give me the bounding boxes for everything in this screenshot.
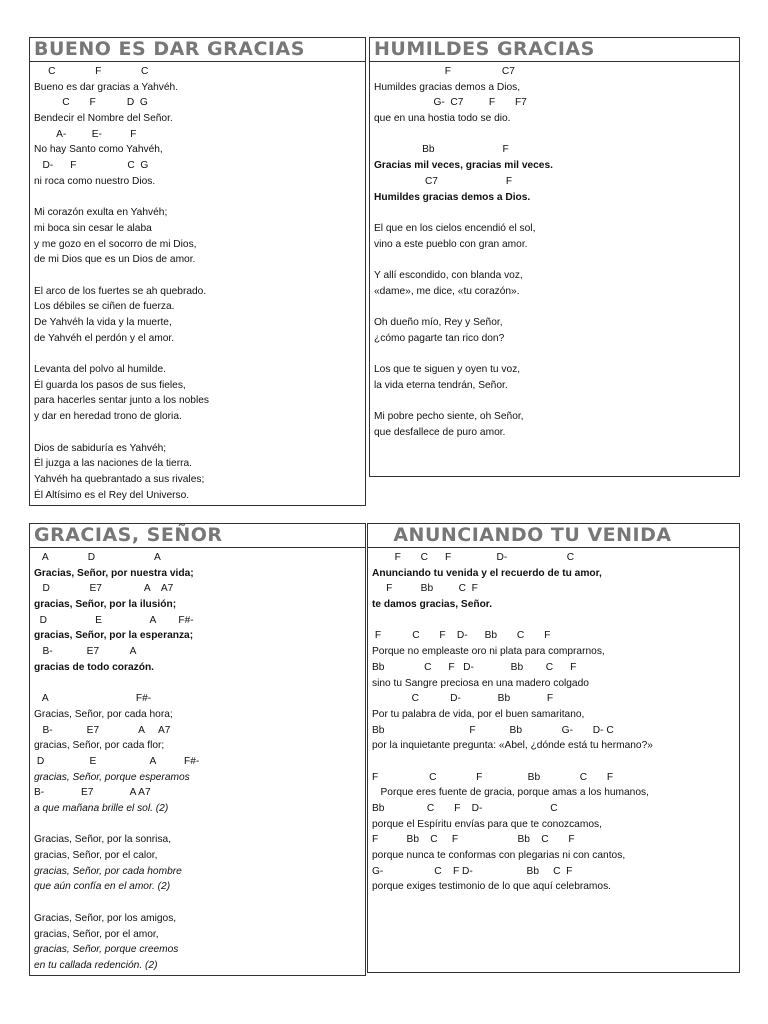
lyric-line: para hacerles sentar junto a los nobles	[34, 395, 209, 407]
lyric-line: Oh dueño mío, Rey y Señor,	[374, 317, 503, 328]
lyric-line: D E A F#-	[34, 614, 194, 626]
lyric-line: B- E7 A	[34, 646, 137, 658]
lyric-line: porque nunca te conformas con plegarias ni con cantos,	[372, 850, 626, 862]
lyric-line: gracias, Señor, por la esperanza;	[34, 630, 194, 642]
lyric-line: Humildes gracias demos a Dios.	[374, 191, 531, 203]
lyric-line: C7 F	[374, 175, 513, 187]
lyric-line: gracias de todo corazón.	[34, 661, 155, 673]
song-box-anunciando-tu-venida	[367, 523, 740, 973]
lyric-line: que en una hostia todo se dio.	[374, 113, 511, 125]
lyric-line: Bb F	[374, 144, 509, 156]
lyric-line: sino tu Sangre preciosa en una madero colgado	[372, 677, 589, 689]
lyric-line: Gracias, Señor, por cada hora;	[34, 708, 173, 720]
lyric-line: D E A F#-	[34, 755, 200, 767]
blank-line	[374, 252, 739, 268]
lyric-line: mi boca sin cesar le alaba	[34, 222, 152, 234]
lyric-line: ni roca como nuestro Dios.	[34, 175, 156, 187]
lyric-line: Gracias, Señor, por la sonrisa,	[34, 834, 172, 846]
lyric-line: gracias, Señor, por el calor,	[34, 850, 158, 862]
lyric-line: C F C	[34, 66, 149, 77]
lyric-line: a que mañana brille el sol. (2)	[34, 803, 169, 814]
lyric-line: Levanta del polvo al humilde.	[34, 364, 166, 376]
lyric-line: A D A	[34, 552, 161, 563]
lyric-line: y dar en heredad trono de gloria.	[34, 411, 182, 423]
lyric-line: D E7 A A7	[34, 583, 174, 595]
lyric-line: B- E7 A A7	[34, 787, 151, 799]
blank-line	[374, 393, 739, 409]
song-box-bueno-es-dar-gracias	[29, 37, 366, 506]
lyric-line: F C F D- C	[372, 552, 575, 563]
lyric-line: Porque no empleaste oro ni plata para comprarnos,	[372, 646, 605, 658]
lyric-line: gracias, Señor, por cada flor;	[34, 740, 165, 752]
lyric-line: de Yahvéh el perdón y el amor.	[34, 332, 175, 344]
lyric-line: porque el Espíritu envías para que te conozcamos,	[372, 818, 602, 830]
song-title: ANUNCIANDO TU VENIDA	[368, 524, 739, 548]
blank-line	[34, 190, 365, 206]
lyric-line: gracias, Señor, por el amor,	[34, 928, 159, 940]
song-lyrics	[30, 62, 365, 503]
lyric-line: y me gozo en el socorro de mi Dios,	[34, 238, 197, 250]
song-lyrics	[370, 62, 739, 441]
lyric-line: vino a este pueblo con gran amor.	[374, 238, 528, 250]
blank-line	[374, 127, 739, 143]
lyric-line: Anunciando tu venida y el recuerdo de tu amor,	[372, 567, 602, 579]
blank-line	[374, 299, 739, 315]
lyric-line: que aún confía en el amor. (2)	[34, 881, 171, 893]
blank-line	[374, 205, 739, 221]
blank-line	[372, 754, 739, 770]
lyric-line: Mi corazón exulta en Yahvéh;	[34, 207, 168, 219]
lyric-line: El que en los cielos encendió el sol,	[374, 222, 536, 234]
blank-line	[34, 895, 365, 911]
lyric-line: «dame», me dice, «tu corazón».	[374, 285, 520, 297]
lyric-line: B- E7 A A7	[34, 724, 171, 736]
lyric-line: No hay Santo como Yahvéh,	[34, 144, 163, 156]
lyric-line: C D- Bb F	[372, 693, 554, 705]
lyric-line: D- F C G	[34, 160, 149, 172]
lyric-line: ¿cómo pagarte tan rico don?	[374, 332, 505, 344]
song-title: GRACIAS, SEÑOR	[30, 524, 365, 548]
lyric-line: gracias, Señor, por la ilusión;	[34, 599, 177, 611]
lyric-line: Él guarda los pasos de sus fieles,	[34, 379, 186, 391]
lyric-line: Dios de sabiduría es Yahvéh;	[34, 442, 167, 454]
lyric-line: te damos gracias, Señor.	[372, 599, 493, 611]
lyric-line: gracias, Señor, porque esperamos	[34, 771, 190, 783]
lyric-line: Mi pobre pecho siente, oh Señor,	[374, 411, 524, 423]
lyric-line: Gracias, Señor, por nuestra vida;	[34, 567, 194, 579]
blank-line	[372, 613, 739, 629]
lyric-line: De Yahvéh la vida y la muerte,	[34, 317, 172, 328]
lyric-line: C F D G	[34, 97, 148, 109]
lyric-line: Gracias mil veces, gracias mil veces.	[374, 160, 553, 172]
lyric-line: Porque eres fuente de gracia, porque amas a los humanos,	[372, 787, 649, 799]
lyric-line: por la inquietante pregunta: «Abel, ¿dónde está tu hermano?»	[372, 740, 653, 752]
lyric-line: en tu callada redención. (2)	[34, 959, 158, 971]
song-title: HUMILDES GRACIAS	[370, 38, 739, 62]
lyric-line: G- C7 F F7	[374, 97, 527, 109]
lyric-line: Por tu palabra de vida, por el buen samaritano,	[372, 708, 585, 720]
lyric-line: F C7	[374, 66, 515, 77]
song-title: BUENO ES DAR GRACIAS	[30, 38, 365, 62]
lyric-line: Bendecir el Nombre del Señor.	[34, 113, 173, 125]
lyric-line: porque exiges testimonio de lo que aquí celebramos.	[372, 881, 611, 893]
lyric-line: gracias, Señor, porque creemos	[34, 944, 179, 956]
lyric-line: que desfallece de puro amor.	[374, 426, 506, 438]
lyric-line: Los débiles se ciñen de fuerza.	[34, 301, 175, 313]
lyric-line: Bb C F D- C	[372, 803, 558, 814]
lyric-line: A- E- F	[34, 128, 137, 140]
song-lyrics	[368, 548, 739, 895]
lyric-line: Él Altísimo es el Rey del Universo.	[34, 489, 190, 501]
blank-line	[34, 817, 365, 833]
lyric-line: F C F Bb C F	[372, 771, 614, 783]
lyric-line: Y allí escondido, con blanda voz,	[374, 269, 523, 281]
lyric-line: G- C F D- Bb C F	[372, 865, 573, 877]
lyric-line: Bueno es dar gracias a Yahvéh.	[34, 81, 179, 93]
song-box-gracias-senor	[29, 523, 366, 976]
lyric-line: El arco de los fuertes se ah quebrado.	[34, 285, 207, 297]
lyric-line: Yahvéh ha quebrantado a sus rivales;	[34, 473, 205, 485]
blank-line	[34, 676, 365, 692]
lyric-line: F Bb C F	[372, 583, 478, 595]
lyric-line: de mi Dios que es un Dios de amor.	[34, 254, 196, 266]
blank-line	[374, 346, 739, 362]
blank-line	[34, 425, 365, 441]
blank-line	[34, 346, 365, 362]
lyric-line: Los que te siguen y oyen tu voz,	[374, 364, 521, 376]
lyric-line: gracias, Señor, por cada hombre	[34, 865, 182, 877]
lyric-line: Él juzga a las naciones de la tierra.	[34, 458, 192, 470]
lyric-line: F Bb C F Bb C F	[372, 834, 575, 846]
blank-line	[34, 268, 365, 284]
song-box-humildes-gracias	[369, 37, 740, 477]
lyric-line: Bb F Bb G- D- C	[372, 724, 614, 736]
lyric-line: Gracias, Señor, por los amigos,	[34, 912, 177, 924]
lyric-line: la vida eterna tendrán, Señor.	[374, 379, 508, 391]
lyric-line: A F#-	[34, 693, 152, 705]
lyric-line: Humildes gracias demos a Dios,	[374, 81, 521, 93]
lyric-line: Bb C F D- Bb C F	[372, 661, 577, 673]
lyric-line: F C F D- Bb C F	[372, 630, 551, 642]
song-lyrics	[30, 548, 365, 974]
